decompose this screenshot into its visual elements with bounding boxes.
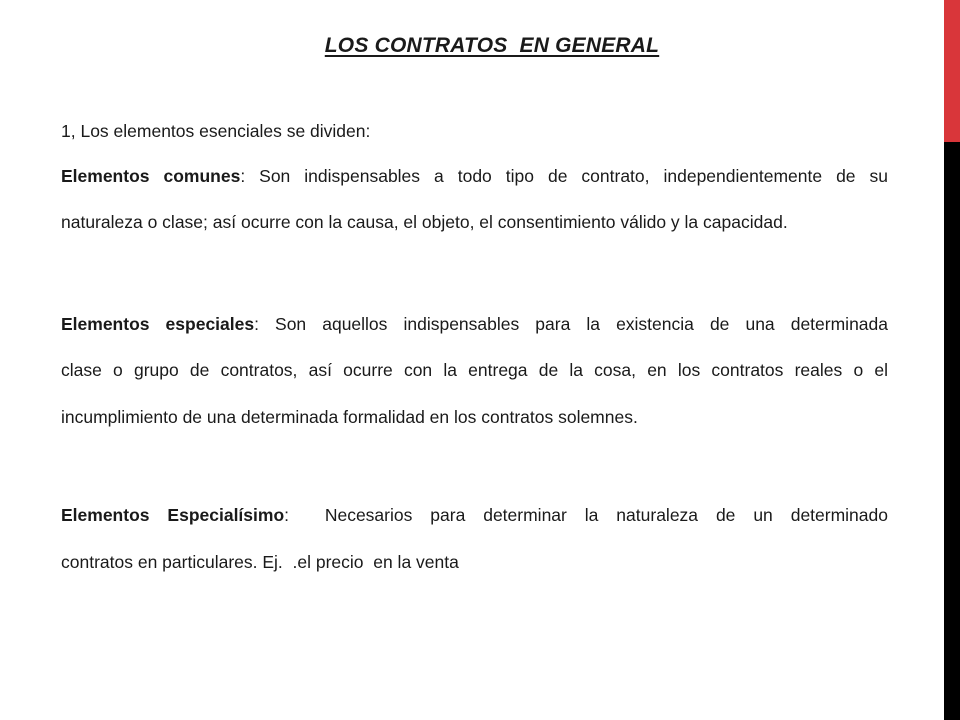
side-bar-black-segment: [944, 142, 960, 720]
page-title: LOS CONTRATOS EN GENERAL: [324, 34, 660, 57]
intro-text: 1, Los elementos esenciales se dividen:: [61, 121, 371, 141]
section-comunes-line-2: naturaleza o clase; así ocurre con la causa, el objeto, el consentimiento válido y la capacidad.: [61, 212, 788, 232]
section-especialisimo-line-2: contratos en particulares. Ej. .el precio en la venta: [61, 552, 459, 572]
section-especialisimo-term: Elementos Especialísimo: [61, 505, 285, 525]
section-especiales-line-2: clase o grupo de contratos, así ocurre con la entrega de la cosa, en los contratos reales o el: [61, 360, 888, 380]
section-especiales-term: Elementos especiales: [61, 314, 255, 334]
decorative-side-bar: [944, 0, 960, 720]
section-comunes-line-1: Elementos comunes: Son indispensables a todo tipo de contrato, independientemente de su: [61, 166, 888, 186]
section-especiales-line-3: incumplimiento de una determinada formalidad en los contratos solemnes.: [61, 407, 638, 427]
section-especiales-line-1: Elementos especiales: Son aquellos indispensables para la existencia de una determinada: [61, 314, 889, 334]
side-bar-red-segment: [944, 0, 960, 142]
section-comunes-term: Elementos comunes: [61, 166, 241, 186]
section-especialisimo-line-1: Elementos Especialísimo: Necesarios para determinar la naturaleza de un determinado: [61, 505, 888, 525]
